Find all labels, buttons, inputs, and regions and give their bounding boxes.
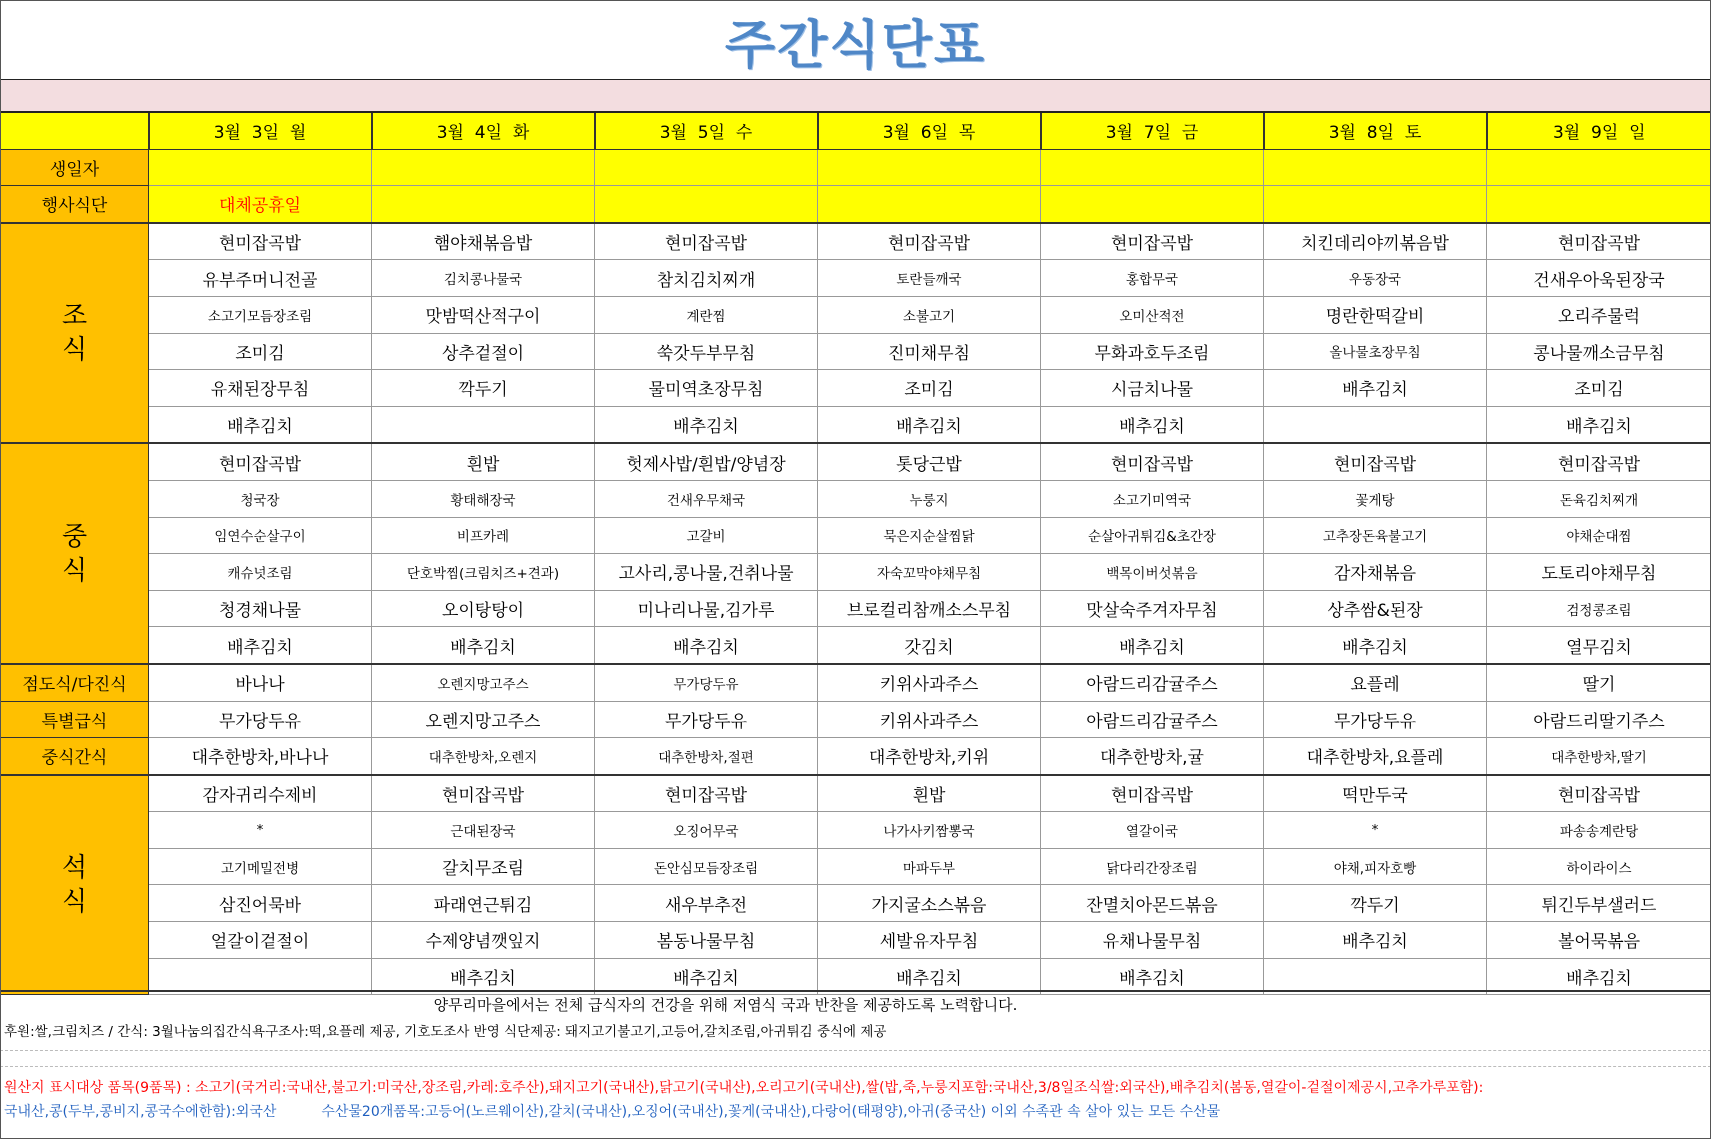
menu-cell: 나가사키짬뽕국 — [818, 812, 1041, 849]
menu-cell: 누룽지 — [818, 480, 1041, 517]
origin-info-red: 원산지 표시대상 품목(9품목) : 소고기(국거리:국내산,불고기:미국산,장조림,카레:호주산),돼지고기(국내산),닭고기(국내산),오리고기(국내산),쌀(밥,죽,누룽지포함:국내산,3/8일조식쌀:외국산),배추김치(봄동,열갈이-겉절이제공시,고추가루포함): — [4, 1080, 1484, 1096]
day-header: 3월 6일 목 — [818, 112, 1041, 149]
corner-cell — [1, 112, 149, 149]
menu-cell: 무가당두유 — [595, 701, 818, 738]
menu-cell — [1041, 149, 1264, 186]
lunch-row — [1, 554, 1711, 591]
menu-cell: 배추김치 — [149, 406, 372, 443]
menu-cell: 가지굴소스볶음 — [818, 885, 1041, 922]
row-label: 중식간식 — [1, 738, 149, 775]
menu-cell: 파송송계란탕 — [1487, 812, 1711, 849]
menu-cell: 비프카레 — [372, 517, 595, 554]
birthday_row-row — [1, 149, 1711, 186]
menu-cell: 대체공휴일 — [149, 186, 372, 223]
weekly-menu-table — [0, 111, 1711, 995]
day-header: 3월 9일 일 — [1487, 112, 1711, 149]
day-header: 3월 8일 토 — [1264, 112, 1487, 149]
divider — [0, 1066, 1711, 1067]
menu-cell: 야채,피자호빵 — [1264, 848, 1487, 885]
menu-cell: 현미잡곡밥 — [818, 223, 1041, 260]
menu-cell: 순살아귀튀김&초간장 — [1041, 517, 1264, 554]
menu-cell: 배추김치 — [595, 406, 818, 443]
menu-cell: 배추김치 — [1264, 922, 1487, 959]
dinner-row — [1, 885, 1711, 922]
menu-cell — [1264, 406, 1487, 443]
menu-body — [1, 112, 1711, 995]
menu-cell: 배추김치 — [1041, 958, 1264, 995]
menu-cell: 톳당근밥 — [818, 443, 1041, 480]
menu-cell: 아람드리감귤주스 — [1041, 701, 1264, 738]
menu-cell: 건새우아욱된장국 — [1487, 260, 1711, 297]
dojeom_row-row — [1, 664, 1711, 701]
menu-cell: 갈치무조림 — [372, 848, 595, 885]
menu-cell: 단호박찜(크림치즈+견과) — [372, 554, 595, 591]
menu-cell: 대추한방차,키위 — [818, 738, 1041, 775]
page-title: 주간식단표 — [724, 15, 987, 76]
menu-cell: 맛살숙주겨자무침 — [1041, 590, 1264, 627]
origin-info-domestic: 국내산,콩(두부,콩비지,콩국수에한함):외국산 — [4, 1104, 277, 1120]
menu-cell: 잔멸치아몬드볶음 — [1041, 885, 1264, 922]
menu-cell: 닭다리간장조림 — [1041, 848, 1264, 885]
lunch-row — [1, 517, 1711, 554]
menu-cell: 파래연근튀김 — [372, 885, 595, 922]
menu-cell: 물미역초장무침 — [595, 370, 818, 407]
menu-cell: 현미잡곡밥 — [1041, 223, 1264, 260]
menu-cell: 유채된장무침 — [149, 370, 372, 407]
menu-cell: 대추한방차,바나나 — [149, 738, 372, 775]
breakfast-label: 조 식 — [1, 223, 149, 444]
row-label: 생일자 — [1, 149, 149, 186]
menu-cell — [1264, 149, 1487, 186]
pink-band — [0, 80, 1711, 111]
day-header: 3월 4일 화 — [372, 112, 595, 149]
menu-cell: 아람드리감귤주스 — [1041, 664, 1264, 701]
menu-cell: 건새우무채국 — [595, 480, 818, 517]
menu-cell: 조미김 — [1487, 370, 1711, 407]
menu-cell: 떡만두국 — [1264, 775, 1487, 812]
menu-cell — [372, 186, 595, 223]
menu-cell — [1041, 186, 1264, 223]
menu-cell: 고갈비 — [595, 517, 818, 554]
event_row-row — [1, 186, 1711, 223]
menu-cell: 명란한떡갈비 — [1264, 296, 1487, 333]
menu-cell: 현미잡곡밥 — [1487, 775, 1711, 812]
menu-cell: 갓김치 — [818, 627, 1041, 664]
menu-cell: 캐슈넛조림 — [149, 554, 372, 591]
menu-cell: 감자귀리수제비 — [149, 775, 372, 812]
menu-cell: 오이탕탕이 — [372, 590, 595, 627]
menu-cell: 오징어무국 — [595, 812, 818, 849]
menu-cell: 고사리,콩나물,건취나물 — [595, 554, 818, 591]
menu-cell: 배추김치 — [818, 406, 1041, 443]
menu-cell: 올나물초장무침 — [1264, 333, 1487, 370]
menu-cell: 청국장 — [149, 480, 372, 517]
dinner-row — [1, 812, 1711, 849]
menu-cell: 시금치나물 — [1041, 370, 1264, 407]
menu-cell: 감자채볶음 — [1264, 554, 1487, 591]
menu-cell: 새우부추전 — [595, 885, 818, 922]
notice-text: 양무리마을에서는 전체 급식자의 건강을 위해 저염식 국과 반찬을 제공하도록 노력합니다. — [433, 996, 1018, 1014]
menu-cell: 김치콩나물국 — [372, 260, 595, 297]
menu-cell: 맛밤떡산적구이 — [372, 296, 595, 333]
menu-cell — [818, 149, 1041, 186]
menu-cell: 임연수순살구이 — [149, 517, 372, 554]
menu-cell: 쑥갓두부무침 — [595, 333, 818, 370]
divider — [0, 1050, 1711, 1051]
menu-cell: 묵은지순살찜닭 — [818, 517, 1041, 554]
menu-cell: 계란찜 — [595, 296, 818, 333]
menu-cell: 현미잡곡밥 — [595, 775, 818, 812]
menu-cell: 아람드리딸기주스 — [1487, 701, 1711, 738]
menu-cell: 하이라이스 — [1487, 848, 1711, 885]
menu-cell: 배추김치 — [372, 958, 595, 995]
menu-cell: 수제양념깻잎지 — [372, 922, 595, 959]
menu-cell: 배추김치 — [818, 958, 1041, 995]
lunch-row — [1, 590, 1711, 627]
menu-cell: 검정콩조림 — [1487, 590, 1711, 627]
lunch-row — [1, 443, 1711, 480]
menu-cell — [818, 186, 1041, 223]
menu-cell — [1264, 186, 1487, 223]
menu-cell: 상추쌈&된장 — [1264, 590, 1487, 627]
menu-cell: 흰밥 — [818, 775, 1041, 812]
menu-cell: 현미잡곡밥 — [595, 223, 818, 260]
menu-cell: 우동장국 — [1264, 260, 1487, 297]
breakfast-row — [1, 406, 1711, 443]
menu-cell: 오리주물럭 — [1487, 296, 1711, 333]
menu-cell: 소고기미역국 — [1041, 480, 1264, 517]
menu-cell: 참치김치찌개 — [595, 260, 818, 297]
menu-cell: 미나리나물,김가루 — [595, 590, 818, 627]
menu-cell: 브로컬리참깨소스무침 — [818, 590, 1041, 627]
menu-cell: 배추김치 — [149, 627, 372, 664]
day-header-row — [1, 112, 1711, 149]
menu-cell: 유부주머니전골 — [149, 260, 372, 297]
menu-cell: 키위사과주스 — [818, 701, 1041, 738]
menu-cell: 자숙꼬막야채무침 — [818, 554, 1041, 591]
row-label: 특별급식 — [1, 701, 149, 738]
menu-cell: 콩나물깨소금무침 — [1487, 333, 1711, 370]
menu-cell — [595, 149, 818, 186]
menu-cell: 고추장돈육불고기 — [1264, 517, 1487, 554]
menu-cell: 열무김치 — [1487, 627, 1711, 664]
menu-cell: 조미김 — [149, 333, 372, 370]
sponsor-line: 후원:쌀,크림치즈 / 간식: 3월나눔의집간식욕구조사:떡,요플레 제공, 기호도조사 반영 식단제공: 돼지고기불고기,고등어,갈치조림,아귀튀김 중식에 제공 — [4, 1024, 887, 1040]
menu-cell: 고기메밀전병 — [149, 848, 372, 885]
breakfast-row — [1, 223, 1711, 260]
menu-cell: 무화과호두조림 — [1041, 333, 1264, 370]
menu-cell: 햄야채볶음밥 — [372, 223, 595, 260]
menu-cell: 대추한방차,절편 — [595, 738, 818, 775]
lunch-label: 중 식 — [1, 443, 149, 664]
lunch-row — [1, 480, 1711, 517]
menu-cell: 배추김치 — [1264, 370, 1487, 407]
menu-cell: 열갈이국 — [1041, 812, 1264, 849]
menu-cell: 배추김치 — [1487, 406, 1711, 443]
menu-cell: 봄동나물무침 — [595, 922, 818, 959]
breakfast-row — [1, 260, 1711, 297]
menu-cell: 오렌지망고주스 — [372, 664, 595, 701]
menu-cell: 세발유자무침 — [818, 922, 1041, 959]
menu-cell: 현미잡곡밥 — [1487, 223, 1711, 260]
menu-cell: 무가당두유 — [1264, 701, 1487, 738]
menu-cell: 흰밥 — [372, 443, 595, 480]
breakfast-row — [1, 370, 1711, 407]
day-header: 3월 5일 수 — [595, 112, 818, 149]
menu-cell: 진미채무침 — [818, 333, 1041, 370]
menu-cell: 현미잡곡밥 — [1264, 443, 1487, 480]
menu-cell: 깍두기 — [372, 370, 595, 407]
menu-cell: 상추겉절이 — [372, 333, 595, 370]
menu-cell: 바나나 — [149, 664, 372, 701]
dinner-row — [1, 848, 1711, 885]
menu-cell: 현미잡곡밥 — [1487, 443, 1711, 480]
menu-cell: 튀긴두부샐러드 — [1487, 885, 1711, 922]
menu-cell: 삼진어묵바 — [149, 885, 372, 922]
menu-cell: 키위사과주스 — [818, 664, 1041, 701]
menu-cell: 소불고기 — [818, 296, 1041, 333]
menu-cell: 유채나물무침 — [1041, 922, 1264, 959]
menu-cell: 볼어묵볶음 — [1487, 922, 1711, 959]
menu-cell: 얼갈이겉절이 — [149, 922, 372, 959]
menu-cell — [1487, 186, 1711, 223]
menu-cell: 배추김치 — [1041, 406, 1264, 443]
menu-cell: 배추김치 — [1041, 627, 1264, 664]
menu-cell: 백목이버섯볶음 — [1041, 554, 1264, 591]
menu-cell: 배추김치 — [1487, 958, 1711, 995]
menu-cell: 홍합무국 — [1041, 260, 1264, 297]
menu-cell — [149, 149, 372, 186]
lunch-row — [1, 627, 1711, 664]
dinner-row — [1, 922, 1711, 959]
menu-cell: 대추한방차,요플레 — [1264, 738, 1487, 775]
menu-cell: 오미산적전 — [1041, 296, 1264, 333]
dinner-row — [1, 775, 1711, 812]
menu-cell: 근대된장국 — [372, 812, 595, 849]
menu-cell: 도토리야채무침 — [1487, 554, 1711, 591]
menu-cell: 배추김치 — [1264, 627, 1487, 664]
menu-cell — [595, 186, 818, 223]
menu-cell: 조미김 — [818, 370, 1041, 407]
row-label: 행사식단 — [1, 186, 149, 223]
menu-cell: 현미잡곡밥 — [1041, 775, 1264, 812]
menu-cell: 현미잡곡밥 — [149, 223, 372, 260]
menu-cell: 돈육김치찌개 — [1487, 480, 1711, 517]
breakfast-row — [1, 296, 1711, 333]
day-header: 3월 3일 월 — [149, 112, 372, 149]
menu-cell: 현미잡곡밥 — [149, 443, 372, 480]
menu-cell — [1487, 149, 1711, 186]
menu-cell: 깍두기 — [1264, 885, 1487, 922]
menu-cell: 현미잡곡밥 — [1041, 443, 1264, 480]
title-band — [0, 0, 1711, 81]
menu-cell: 돈안심모듬장조림 — [595, 848, 818, 885]
menu-cell: 대추한방차,오렌지 — [372, 738, 595, 775]
menu-cell: 청경채나물 — [149, 590, 372, 627]
menu-cell: 무가당두유 — [149, 701, 372, 738]
breakfast-row — [1, 333, 1711, 370]
menu-cell: 야채순대찜 — [1487, 517, 1711, 554]
menu-cell: 배추김치 — [372, 627, 595, 664]
dinner-label: 석 식 — [1, 775, 149, 995]
menu-cell: 황태해장국 — [372, 480, 595, 517]
menu-cell: * — [1264, 812, 1487, 849]
snack_row-row — [1, 738, 1711, 775]
day-header: 3월 7일 금 — [1041, 112, 1264, 149]
menu-cell — [372, 406, 595, 443]
menu-cell: 꽃게탕 — [1264, 480, 1487, 517]
menu-cell: 소고기모듬장조림 — [149, 296, 372, 333]
row-label: 점도식/다진식 — [1, 664, 149, 701]
notice-line — [0, 990, 1711, 1018]
menu-cell: 대추한방차,딸기 — [1487, 738, 1711, 775]
menu-cell: 토란들깨국 — [818, 260, 1041, 297]
menu-cell: 무가당두유 — [595, 664, 818, 701]
special_row-row — [1, 701, 1711, 738]
menu-cell: 요플레 — [1264, 664, 1487, 701]
menu-cell: 헛제사밥/흰밥/양념장 — [595, 443, 818, 480]
menu-cell: 딸기 — [1487, 664, 1711, 701]
origin-info-seafood: 수산물20개품목:고등어(노르웨이산),갈치(국내산),오징어(국내산),꽃게(국내산),다랑어(태평양),아귀(중국산) 이외 수족관 속 살아 있는 모든 수산물 — [321, 1104, 1221, 1120]
menu-cell: 현미잡곡밥 — [372, 775, 595, 812]
menu-cell — [372, 149, 595, 186]
menu-cell: * — [149, 812, 372, 849]
menu-cell: 치킨데리야끼볶음밥 — [1264, 223, 1487, 260]
menu-cell: 대추한방차,귤 — [1041, 738, 1264, 775]
menu-cell: 마파두부 — [818, 848, 1041, 885]
menu-cell: 오렌지망고주스 — [372, 701, 595, 738]
menu-cell: 배추김치 — [595, 958, 818, 995]
menu-cell: 배추김치 — [595, 627, 818, 664]
origin-info — [4, 1076, 1704, 1124]
